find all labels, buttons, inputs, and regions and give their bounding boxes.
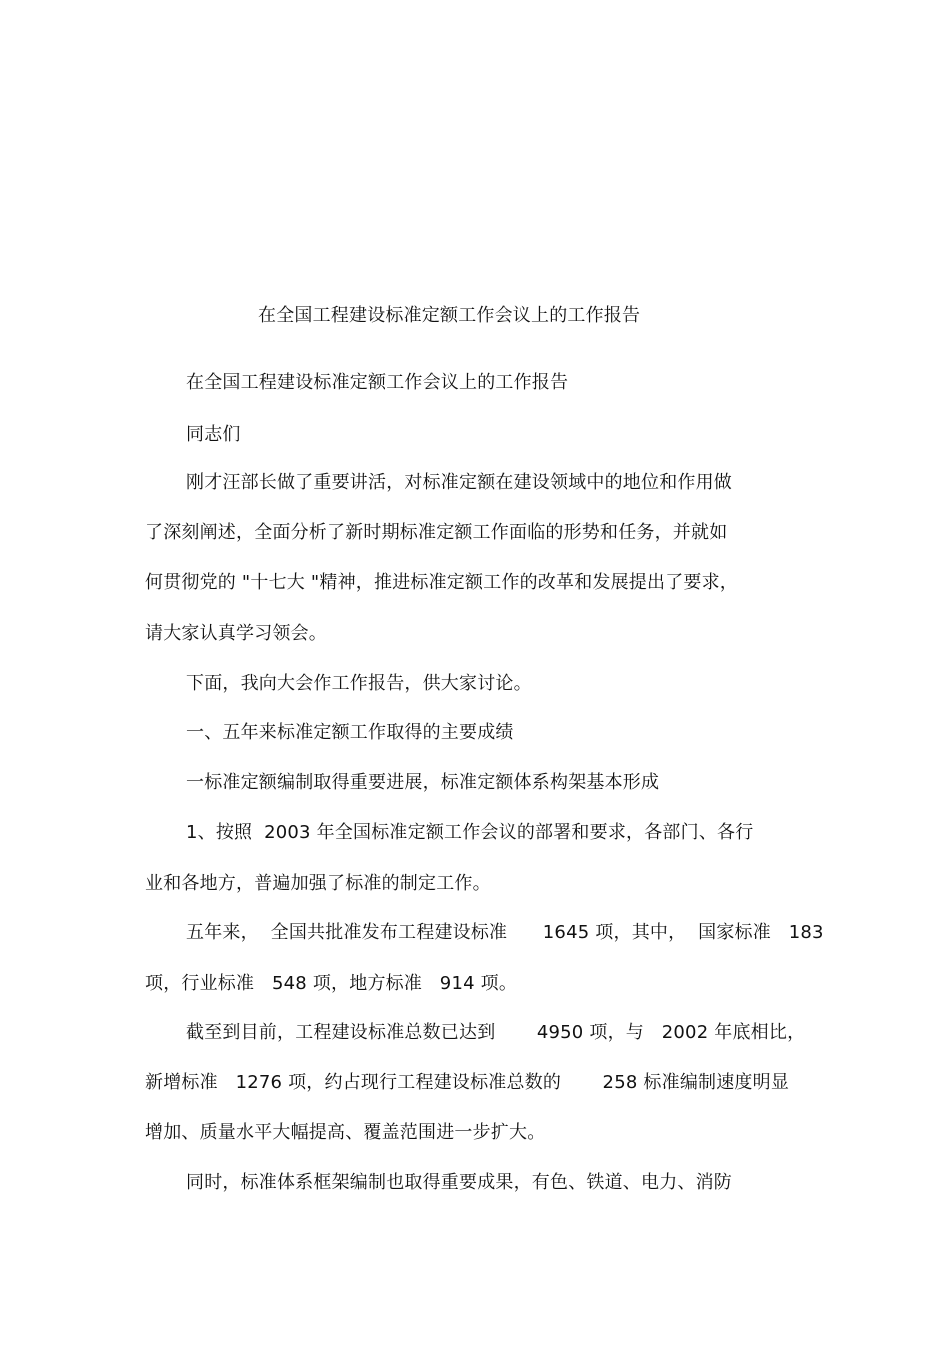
paragraph-line: 同时，标准体系框架编制也取得重要成果，有色、铁道、电力、消防 [186,1172,732,1193]
paragraph-line: 增加、质量水平大幅提高、覆盖范围进一步扩大。 [145,1122,546,1143]
paragraph-line: 在全国工程建设标准定额工作会议上的工作报告 [186,372,569,393]
paragraph-line: 截至到目前，工程建设标准总数已达到 4950 项，与 2002 年底相比， [186,1022,806,1043]
paragraph-line: 项，行业标准 548 项，地方标准 914 项。 [145,973,518,994]
paragraph-line: 何贯彻党的 "十七大 "精神，推进标准定额工作的改革和发展提出了要求， [145,572,738,593]
subsection-heading: 一标准定额编制取得重要进展，标准定额体系构架基本形成 [186,772,660,793]
paragraph-line: 五年来， 全国共批准发布工程建设标准 1645 项，其中， 国家标准 183 [186,922,824,943]
section-heading: 一、五年来标准定额工作取得的主要成绩 [186,722,514,743]
paragraph-line: 请大家认真学习领会。 [145,623,327,644]
paragraph-line: 新增标准 1276 项，约占现行工程建设标准总数的 258 标准编制速度明显 [145,1072,790,1093]
paragraph-line: 同志们 [186,424,241,445]
paragraph-line: 了深刻阐述，全面分析了新时期标准定额工作面临的形势和任务，并就如 [145,522,728,543]
document-title: 在全国工程建设标准定额工作会议上的工作报告 [258,305,641,326]
paragraph-line: 业和各地方，普遍加强了标准的制定工作。 [145,873,491,894]
paragraph-line: 下面，我向大会作工作报告，供大家讨论。 [186,673,532,694]
paragraph-line: 1、按照 2003 年全国标准定额工作会议的部署和要求，各部门、各行 [186,822,754,843]
paragraph-line: 刚才汪部长做了重要讲活，对标准定额在建设领域中的地位和作用做 [186,472,732,493]
